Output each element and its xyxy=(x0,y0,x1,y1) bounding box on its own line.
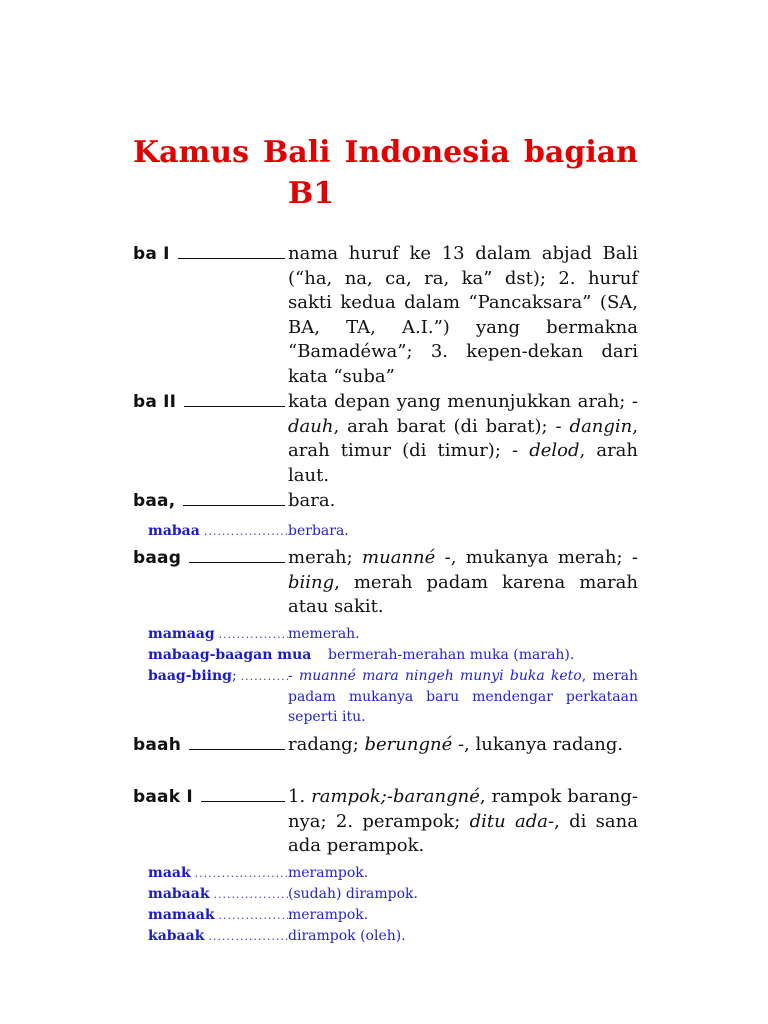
subentry-definition: berbara. xyxy=(288,523,349,539)
definition-text: , arah barat (di barat); - xyxy=(333,415,570,437)
headword-text: ba II xyxy=(133,392,177,412)
subentry-definition: merampok. xyxy=(288,865,369,881)
entry-headword xyxy=(133,733,285,758)
definition-text: , lukanya radang. xyxy=(464,734,624,755)
title-line-2: B1 xyxy=(288,176,335,211)
leader-dots xyxy=(219,906,288,927)
definition-text: , mukanya merah; xyxy=(450,547,632,568)
subentry-mabaak xyxy=(148,884,638,905)
subentry-headword xyxy=(148,624,288,646)
subentry-mabaag-baagan-mua xyxy=(148,645,638,666)
entry-headword xyxy=(133,489,285,514)
entry-ba-i xyxy=(133,242,638,389)
definition-text: , merah padam karena marah atau sakit. xyxy=(288,571,638,617)
headword-rule xyxy=(184,391,285,407)
definition-italic: delod xyxy=(529,440,580,461)
headword-text: ba I xyxy=(133,244,170,264)
entry-headword xyxy=(133,390,285,415)
subentry-definition: dirampok (oleh). xyxy=(288,928,406,944)
entry-baa xyxy=(133,489,638,514)
subentry-baag-biing xyxy=(148,666,638,728)
subentry-headword xyxy=(148,926,288,948)
page-title xyxy=(133,132,638,214)
entry-headword xyxy=(133,785,285,810)
leader-dots xyxy=(204,522,288,543)
subentry-headword-text: mabaag-baagan mua xyxy=(148,647,312,663)
entry-headword xyxy=(133,242,285,267)
subentry-headword-text: mabaa xyxy=(148,523,200,539)
headword-rule xyxy=(201,786,285,802)
definition-italic: rampok;-barangné xyxy=(311,786,480,807)
definition-italic: muanné - xyxy=(362,547,451,568)
definition-italic: ditu ada- xyxy=(469,810,555,832)
entry-definition xyxy=(288,390,638,488)
entry-definition: nama huruf ke 13 dalam abjad Bali (“ha, na, ca, ra, ka” dst); 2. huruf sakti kedua dalam “Pancaksara” (SA, BA, TA, A.I.”) yang bermakna “Bamadéwa”; 3. kepen-dekan dari kata “suba” xyxy=(288,243,638,387)
entry-baag xyxy=(133,546,638,620)
definition-italic: - biing xyxy=(288,547,638,593)
subentry-headword-text: mamaag xyxy=(148,626,215,642)
entry-baah xyxy=(133,733,638,758)
subentry-mamaak xyxy=(148,905,638,926)
definition-text: radang; xyxy=(288,734,365,755)
definition-italic: dangin xyxy=(569,415,633,437)
definition-text: , merah padam mukanya baru mendengar perkataan seperti itu. xyxy=(288,668,638,725)
leader-dots xyxy=(208,927,288,948)
subentry-kabaak xyxy=(148,926,638,947)
headword-rule xyxy=(183,490,285,506)
subentry-headword xyxy=(148,521,288,543)
entry-definition xyxy=(288,546,638,620)
entry-definition: bara. xyxy=(288,490,336,511)
headword-text: baag xyxy=(133,548,182,568)
leader-dots xyxy=(214,885,288,906)
entry-ba-ii xyxy=(133,390,638,488)
headword-rule xyxy=(189,734,285,750)
entry-definition xyxy=(288,733,638,758)
headword-rule xyxy=(189,547,285,563)
subentry-headword-text: baag-biing xyxy=(148,668,232,684)
subentry-mamaag xyxy=(148,624,638,645)
entry-headword xyxy=(133,546,285,571)
definition-italic: - muanné mara ningeh munyi buka keto xyxy=(288,668,582,684)
subentry-headword-text: maak xyxy=(148,865,191,881)
subentry-mabaa xyxy=(148,521,638,542)
subentry-definition: bermerah-merahan muka (marah). xyxy=(328,647,575,663)
leader-dots xyxy=(195,864,288,885)
subentry-separator: ; xyxy=(231,668,237,684)
headword-text: baak I xyxy=(133,787,193,807)
subentry-definition: memerah. xyxy=(288,626,360,642)
subentry-headword xyxy=(148,884,288,906)
definition-text: kata depan yang menunjukkan arah; - xyxy=(288,391,638,412)
leader-dots xyxy=(219,625,288,646)
definition-text: 1. xyxy=(288,786,312,807)
entry-definition xyxy=(288,785,638,859)
definition-text: merah; xyxy=(288,547,363,568)
headword-rule xyxy=(178,243,285,259)
definition-text: , arah laut. xyxy=(288,440,638,486)
subentry-definition xyxy=(288,666,638,728)
subentry-headword xyxy=(148,863,288,885)
definition-italic: berungné - xyxy=(364,734,465,755)
definition-italic: dauh xyxy=(288,415,334,437)
subentry-definition: (sudah) dirampok. xyxy=(288,886,418,902)
subentry-headword xyxy=(148,905,288,927)
subentry-headword-text: mamaak xyxy=(148,907,215,923)
subentry-headword xyxy=(148,645,328,666)
subentry-headword xyxy=(148,666,288,688)
headword-text: baa, xyxy=(133,491,176,511)
definition-text: , arah timur (di timur); - xyxy=(288,415,638,461)
subentry-maak xyxy=(148,863,638,884)
entry-baak-i xyxy=(133,785,638,859)
headword-text: baah xyxy=(133,735,182,755)
title-line-1: Kamus Bali Indonesia bagian xyxy=(133,135,638,170)
subentry-headword-text: mabaak xyxy=(148,886,210,902)
definition-text: , rampok barang-nya; 2. perampok; xyxy=(288,786,638,832)
definition-text: , di sana ada perampok. xyxy=(288,810,638,856)
leader-dots xyxy=(241,667,288,688)
subentry-definition: merampok. xyxy=(288,907,369,923)
subentry-headword-text: kabaak xyxy=(148,928,205,944)
